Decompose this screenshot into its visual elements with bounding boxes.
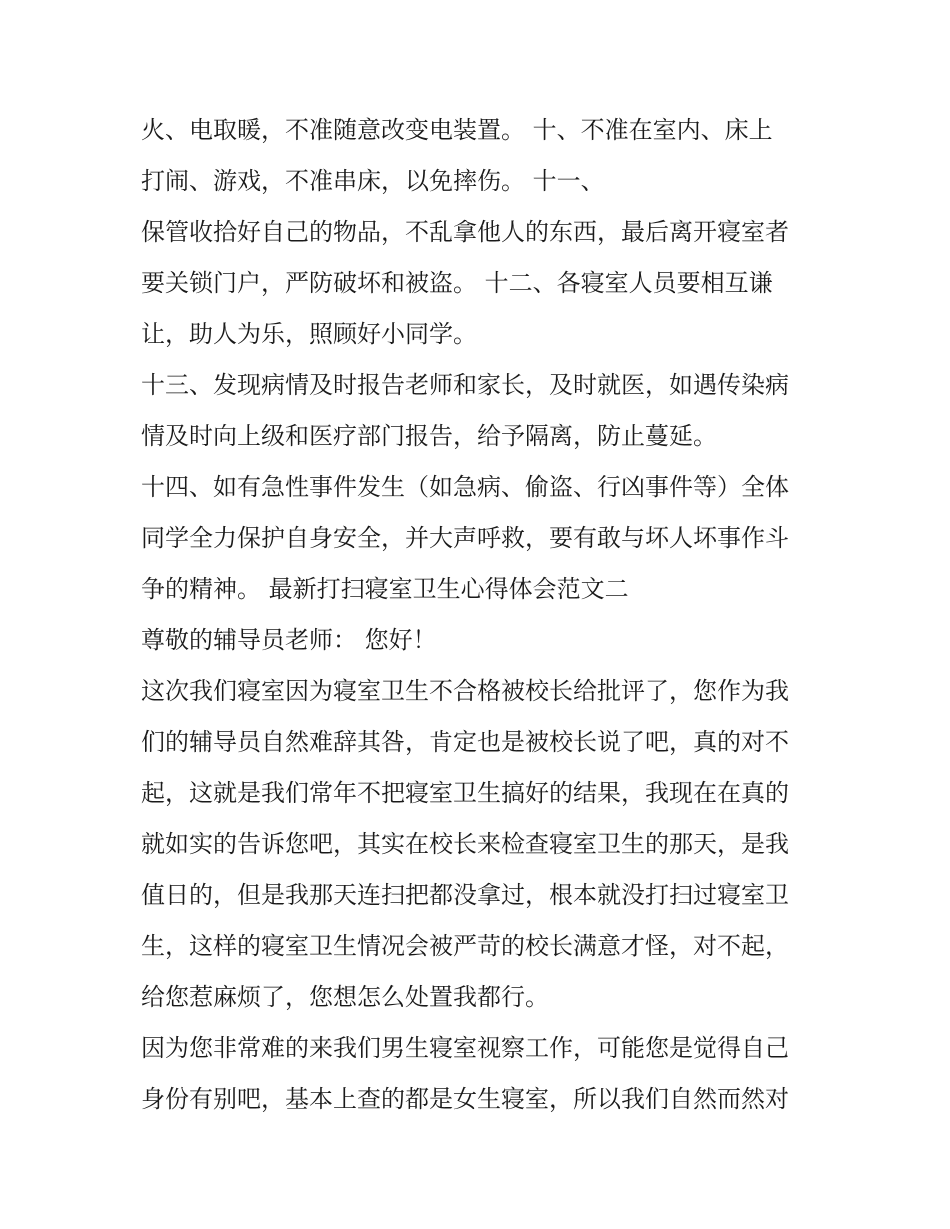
text-line: 们的辅导员自然难辞其咎，肯定也是被校长说了吧，真的对不 <box>141 728 789 756</box>
text-line: 要关锁门户，严防破坏和被盗。 十二、各寝室人员要相互谦 <box>141 269 773 297</box>
text-line: 情及时向上级和医疗部门报告，给予隔离，防止蔓延。 <box>141 422 717 450</box>
text-line: 起，这就是我们常年不把寝室卫生搞好的结果，我现在在真的 <box>141 779 789 807</box>
document-body <box>141 109 813 1129</box>
text-line: 争的精神。 最新打扫寝室卫生心得体会范文二 <box>141 575 629 603</box>
text-line: 让，助人为乐，照顾好小同学。 <box>141 320 477 348</box>
text-line: 保管收拾好自己的物品，不乱拿他人的东西，最后离开寝室者 <box>141 218 789 246</box>
text-line: 身份有别吧，基本上查的都是女生寝室，所以我们自然而然对 <box>141 1085 789 1113</box>
text-line: 这次我们寝室因为寝室卫生不合格被校长给批评了，您作为我 <box>141 677 789 705</box>
letter-salutation: 尊敬的辅导员老师： 您好！ <box>141 626 437 654</box>
text-line: 因为您非常难的来我们男生寝室视察工作，可能您是觉得自己 <box>141 1034 789 1062</box>
text-line: 打闹、游戏，不准串床，以免摔伤。 十一、 <box>141 167 605 195</box>
text-line: 给您惹麻烦了，您想怎么处置我都行。 <box>141 983 549 1011</box>
text-line: 十三、发现病情及时报告老师和家长，及时就医，如遇传染病 <box>141 371 789 399</box>
text-line: 值日的，但是我那天连扫把都没拿过，根本就没打扫过寝室卫 <box>141 881 789 909</box>
text-line: 火、电取暖，不准随意改变电装置。 十、不准在室内、床上 <box>141 116 773 144</box>
text-line: 生，这样的寝室卫生情况会被严苛的校长满意才怪，对不起， <box>141 932 789 960</box>
text-line: 同学全力保护自身安全，并大声呼救，要有敢与坏人坏事作斗 <box>141 524 789 552</box>
text-line: 十四、如有急性事件发生（如急病、偷盗、行凶事件等）全体 <box>141 473 789 501</box>
text-line: 就如实的告诉您吧，其实在校长来检查寝室卫生的那天，是我 <box>141 830 789 858</box>
